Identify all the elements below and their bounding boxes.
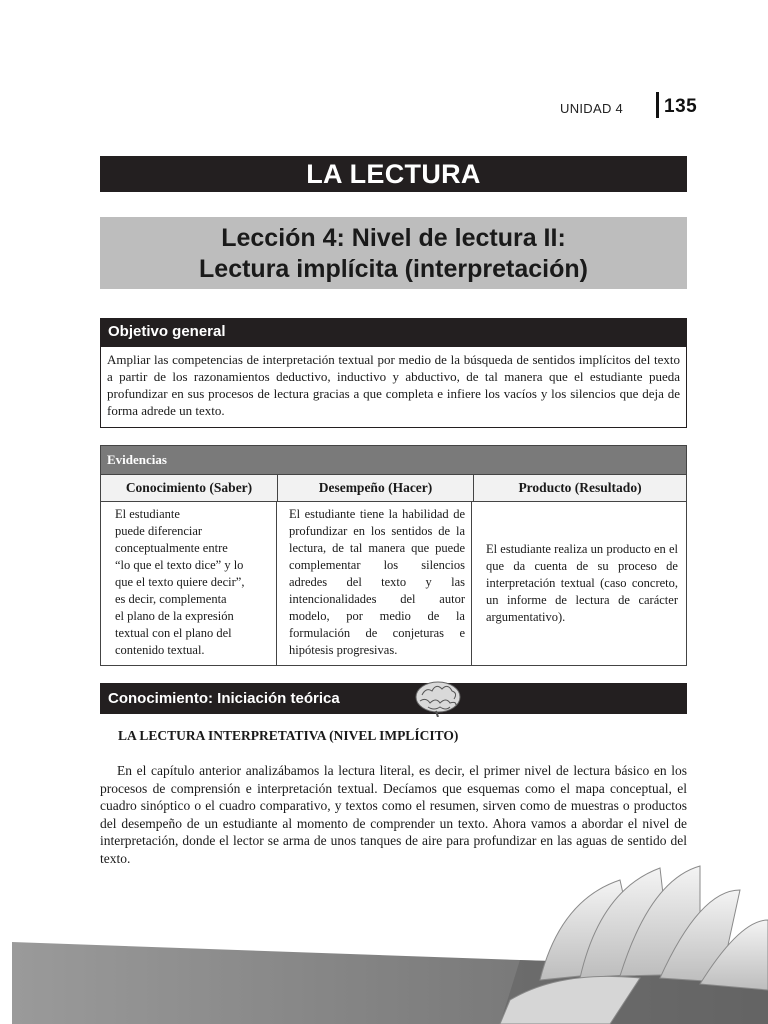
section-title: LA LECTURA INTERPRETATIVA (NIVEL IMPLÍCITO)	[118, 728, 459, 743]
lesson-title	[100, 217, 687, 289]
open-book-illustration	[0, 860, 768, 1024]
chapter-title: LA LECTURA	[100, 156, 687, 192]
header-divider	[656, 92, 659, 118]
column-header-product: Producto (Resultado)	[474, 475, 686, 501]
evidence-column-headers	[101, 474, 686, 501]
knowledge-heading	[100, 683, 687, 714]
unit-label: UNIDAD 4	[560, 101, 624, 116]
objective-heading: Objetivo general	[100, 318, 687, 346]
body-paragraph: En el capítulo anterior analizábamos la lectura literal, es decir, el primer nivel de lectura básico en los procesos de comprensión e interpretación textual. Decíamos que esquemas como el mapa conceptual, el cuadro sinóptico o el cuadro comparativo, y textos como el resumen, sirven como de muestras o productos del desempeño de un estudiante al momento de comprender un texto. Ahora vamos a abordar el nivel de interpretación, donde el lector se arma de unos tanques de aire para profundizar en las aguas de sentido del texto.	[100, 763, 687, 866]
brain-icon	[412, 677, 464, 717]
evidence-table	[100, 445, 687, 666]
column-header-performance: Desempeño (Hacer)	[278, 475, 474, 501]
lesson-title-line1: Lección 4: Nivel de lectura II:	[221, 224, 566, 252]
lesson-title-line2: Lectura implícita (interpretación)	[199, 255, 588, 283]
cell-knowledge: El estudiante puede diferenciar conceptualmente entre “lo que el texto dice” y lo que el texto quiere decir”, es decir, complementa el plano de la expresión textual con el plano del contenido textual.	[101, 502, 277, 665]
evidence-heading: Evidencias	[101, 446, 686, 474]
cell-product	[472, 502, 686, 665]
cell-performance: El estudiante tiene la habilidad de profundizar en los sentidos de la lectura, de tal manera que puede complementar los silencios adredes del texto y las intencionalidades del autor modelo, por medio de la formulación de conjeturas e hipótesis progresivas.	[277, 502, 472, 665]
column-header-knowledge: Conocimiento (Saber)	[101, 475, 278, 501]
cell-product-text: El estudiante realiza un producto en el que da cuenta de su proceso de interpretación textual (caso concreto, un informe de lectura de carácter argumentativo).	[486, 542, 678, 624]
evidence-row	[101, 501, 686, 665]
page-number: 135	[664, 96, 698, 117]
knowledge-heading-text: Conocimiento: Iniciación teórica	[108, 690, 340, 707]
objective-text: Ampliar las competencias de interpretación textual por medio de la búsqueda de sentidos implícitos del texto a partir de los razonamientos deductivo, inductivo y abductivo, de tal manera que el estudiante pueda profundizar en sus procesos de lectura gracias a que completa e infiere los vacíos y los silencios que deja de forma adrede un texto.	[100, 346, 687, 428]
